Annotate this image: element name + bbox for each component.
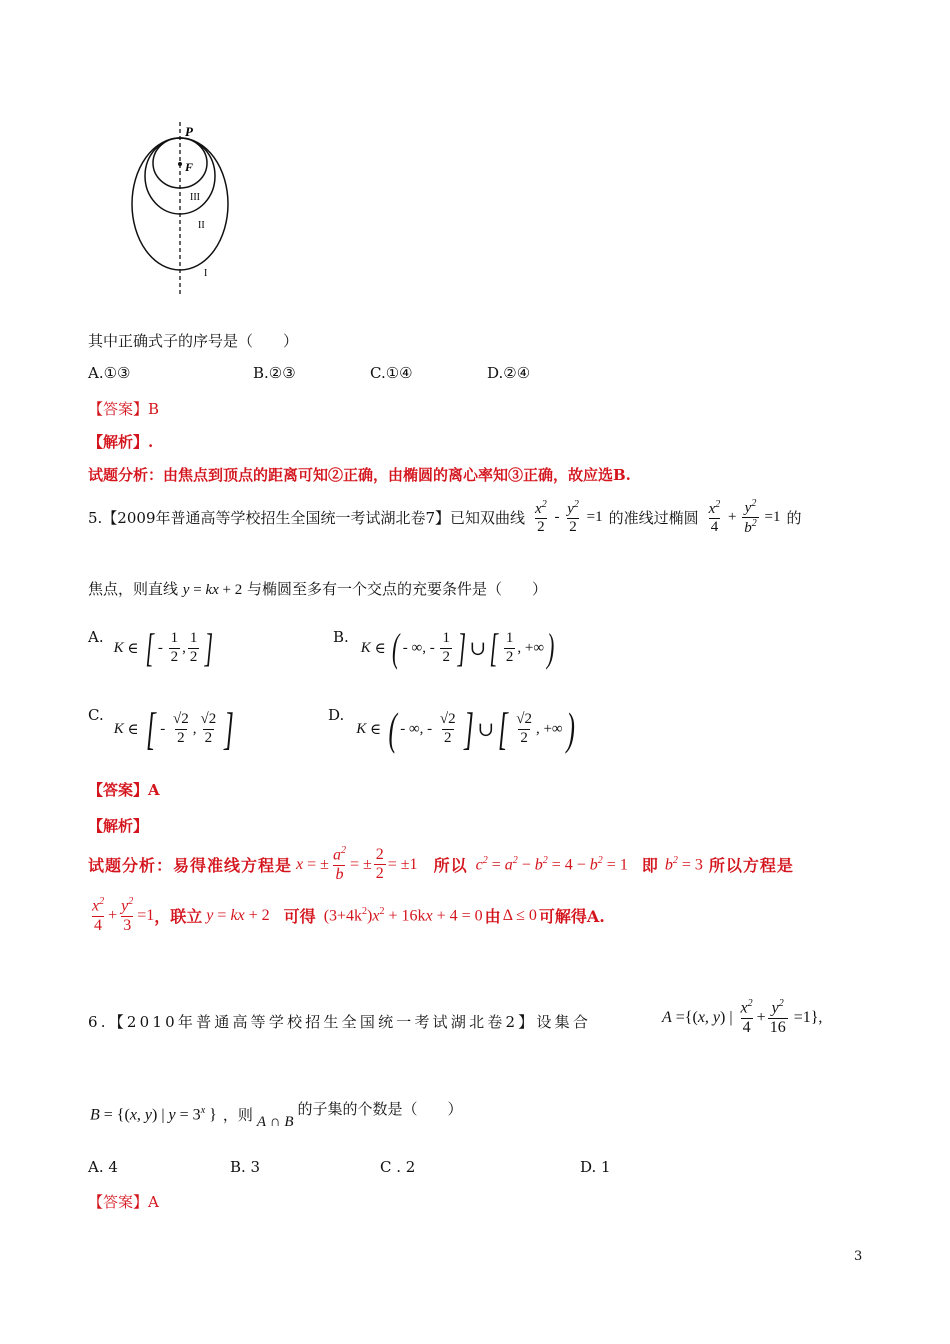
label-i: I [204, 268, 208, 279]
q4-analysis-label: 【解析】. [88, 433, 154, 451]
q5-opt-c-formula: K ∈ [ - $\frac{√2}{2}$ , $\frac{√2}{2}$ ] [113, 703, 235, 754]
q5-analysis-label: 【解析】 [88, 817, 149, 835]
q6-answer: 【答案】A [88, 1193, 159, 1211]
q5-option-d [328, 703, 578, 754]
q5-opt-c-label: C. [88, 706, 104, 724]
intersection-formula: A ∩ B [256, 1114, 294, 1130]
discriminant-formula: Δ ≤ 0 [502, 906, 537, 924]
q5-prefix: 5.【2009年普通高等学校招生全国统一考试湖北卷7】已知双曲线 [88, 509, 526, 528]
ellipse-result-formula: $\frac{x^2}{4}$ + $\frac{y^2}{3}$ =1 [92, 896, 155, 934]
q6-line2 [90, 1100, 463, 1130]
page-number: 3 [854, 1249, 863, 1264]
directrix-formula: x = ± $\frac{a^2}{b}$ = ± $\frac{2}{2}$ = ±1 [296, 845, 418, 883]
q4-option-b: B.②③ [253, 364, 296, 382]
q5-option-b [333, 625, 557, 670]
q5-opt-b-label: B. [333, 628, 349, 646]
q4-answer: 【答案】B [88, 400, 160, 418]
focus-point [178, 162, 182, 166]
q6-option-c: C . 2 [380, 1158, 416, 1176]
q5-analysis-2b: 可得 [283, 907, 316, 927]
q5-line2-a: 焦点，则直线 [88, 580, 179, 598]
q6-prefix: 6.【2010年普通高等学校招生全国统一考试湖北卷2】设集合 [88, 1013, 592, 1031]
q5-analysis-2d: 可解得A. [538, 907, 605, 927]
q6-option-a: A. 4 [88, 1158, 118, 1176]
q5-mid: 的准线过椭圆 [608, 509, 699, 528]
q5-analysis-2c: 由 [484, 907, 501, 927]
label-p: P [185, 124, 193, 139]
q5-analysis-2a: ，联立 [154, 907, 203, 927]
q5-stem-line1 [88, 498, 802, 538]
q5-analysis-1c: 即 [641, 856, 659, 876]
line-formula-red: y = kx + 2 [206, 906, 270, 924]
q5-line2-b: 与椭圆至多有一个交点的充要条件是（ ） [247, 580, 548, 598]
q4-question: 其中正确式子的序号是（ ） [88, 332, 299, 350]
q5-answer: 【答案】A [88, 781, 160, 799]
line-equation: y = kx + 2 [182, 582, 243, 598]
set-b-formula: B = {(x, y) | $y = 3^x$ } [90, 1104, 217, 1124]
q5-stem-line2 [88, 578, 547, 599]
q5-analysis-1b: 所以 [433, 856, 468, 876]
q4-option-c: C.①④ [370, 364, 413, 382]
hyperbola-equation: $\frac{x^2}{2}$ - $\frac{y^2}{2}$ =1 [535, 499, 603, 536]
b-squared-formula: $b^2 = 3$ [664, 854, 703, 874]
q5-analysis-1a: 试题分析：易得准线方程是 [88, 856, 293, 876]
q5-opt-b-formula: K ∈ ( - ∞, - $\frac{1}{2}$ ] ∪ [ $\frac{1}{2}$ , +∞ ) [360, 625, 555, 670]
label-iii: III [190, 192, 200, 203]
ellipse-equation: $\frac{x^2}{4}$ + $\frac{y^2}{b^2}$ =1 [708, 498, 781, 537]
q6-line2-mid: ，则 [222, 1106, 253, 1124]
q5-opt-a-formula: K ∈ [ - $\frac{1}{2}$ , $\frac{1}{2}$ ] [113, 625, 214, 670]
q6-line2-tail: 的子集的个数是（ ） [297, 1100, 463, 1118]
label-f: F [185, 160, 194, 174]
q5-opt-d-label: D. [328, 706, 345, 724]
q5-opt-a-label: A. [88, 628, 104, 646]
ellipse-figure [120, 118, 240, 296]
q5-option-c [88, 703, 238, 754]
q5-analysis-1d: 所以方程是 [708, 856, 794, 876]
q5-analysis-line1 [88, 845, 794, 884]
q5-analysis-line2 [88, 896, 605, 935]
c-squared-formula: $c^2 = a^2 - b^2 = 4 - b^2 = 1$ [475, 854, 628, 874]
q5-opt-d-formula: K ∈ ( - ∞, - $\frac{√2}{2}$ ] ∪ [ $\frac{√2}{2}$ , +∞ ) [356, 703, 575, 754]
q6-option-b: B. 3 [230, 1158, 261, 1176]
label-ii: II [198, 220, 205, 231]
q5-tail: 的 [786, 509, 802, 528]
q6-option-d: D. 1 [580, 1158, 611, 1176]
q4-option-d: D.②④ [487, 364, 531, 382]
q4-option-a: A.①③ [88, 364, 131, 382]
q5-option-a [88, 625, 217, 670]
q4-analysis-text: 试题分析：由焦点到顶点的距离可知②正确，由椭圆的离心率知③正确，故应选B. [88, 466, 631, 484]
quadratic-formula: $(3+4k^2)x^2 + 16kx + 4 = 0$ [323, 905, 483, 925]
set-a-formula: A ={( x, y ) | $\frac{x^2}{4}$ + $\frac{y^2}{16}$ =1}, [662, 998, 823, 1036]
